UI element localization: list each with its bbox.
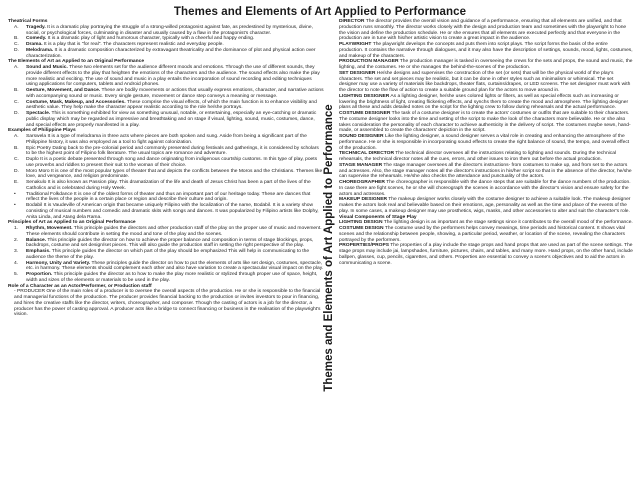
visual-paragraph: COSTUME DESIGN The costume used by the performers helps convey meanings, time periods and historical content. It shows vital scenes and the relationship between people, showing, a particular period, weather, or location of the scene, revealing the characters portrayed by the performers. xyxy=(339,226,626,243)
list-item: D. Melodrama. It is a dramatic composition characterized by extravagant theatricality and the dominance of plot and physical action over characterization. xyxy=(14,47,316,59)
role-paragraph: SET DESIGNER He/she designs and supervises the construction of the set (or sets) that will be the physical world of the play's characters. The set and set pieces may be realistic, but it can be done in other styles such as minimalism or whimsical. The set designer may use a variety of materials like backdrops, theater flats, curtains/drapes, or LED screens. The set designer must work with the director to note the flow of action to create a suitable ground plan for the actors to move around in. xyxy=(339,70,631,93)
list-item: C. Costume, Mask, Makeup, and Accessories. These comprise the visual effects, of which the main function is to enhance visibility and aesthetic value. They help make the character appear realistic according to the role he/she portrays. xyxy=(14,99,317,111)
role-paragraph: LIGHTING DESIGNER As a lighting designer, he/she uses colored lights or filters, as well as special effects such as increasing or lowering the brightness of light, creating flickering effects, and synchs them to create the mood and atmosphere. The lighting designer plans all these and adds detailed notes on the script for the lighting crew to follow during rehearsals and the actual performance. xyxy=(339,93,629,111)
list-item: A. Tragedy. It is a dramatic play portraying the struggle of a strong-willed protagonist against fate, as predestined by mysterious, divine, social, or psychological forces, culminating in disaster and usually caused by a flaw in the protagonist's character. xyxy=(14,24,313,36)
examples-heading: Examples of Philippine Plays xyxy=(8,128,76,134)
visual-paragraph: PROPERTIES/PROPS The properties of a play include the stage props and hand props that are used as part of the scene settings. The stage props may include jai, lampshades, furniture, pictures, chairs, and tables, and many more. Hand props, on the other hand, include ballpen, glasses, cup, pencils, cigarettes, and others. Properties are essential to convey a scene's objectives and to aid the actors in communicating a scene. xyxy=(339,243,633,266)
list-item: A. Sound and Music. These two elements set for the audience different moods and emotions. Through the use of different sounds, they provide different effects to the play that heighten the emotions of the characters and the audience. The sound effects also make the play more realistic and exciting. The use of sound and music in a play entails the incorporation of sound recording and editing techniques using applications for computers, tablets and Android phones. xyxy=(14,65,320,88)
visual-heading: Visual Components of Stage Play xyxy=(339,214,417,220)
role-paragraph: CHOREOGRAPHER The choreographer is responsible with the dance steps that are suitable for the dance numbers of the production. In case there are fight scenes, he or she will choreograph the scenes in accordance with the director's vision and ensure safety for the actors and actresses. xyxy=(339,180,631,197)
producer-paragraph: - PRODUCER One of the main roles of a producer is to oversee the overall aspects of the production. He or she is responsible to the financial and managerial functions of the production. The producer provides financial backing to the production or invites investors to pour in financing, and hires the creative staffs like the director, writers, choreographer, and composer. Though the casting of actors is a job for the director, a producer has the power of casting approval. A producer acts like a bridge to connect financing or business in the realisation of the playwright's vision. xyxy=(14,289,321,318)
list-item: 1. Rhythm, Movement. This principle guides the directors and other production staff of the play on the proper use of music and movement. These elements should contribute in setting the mood and tone of the play and the scenes. xyxy=(14,226,322,237)
list-item: D. Moro Moro It is one of the most popular types of theater that and depicts the conflicts between the Moros and the Christians. Themes like love, and vengeance, and religion predominate. xyxy=(14,168,323,180)
list-item: C. Drama. It is a play that is "for real". The characters represent realistic and everyday people. xyxy=(14,42,224,47)
elements-heading: The Elements of Art as Applied to an Original Performance xyxy=(8,59,145,65)
list-item: 2. Balance. This principle guides the director on how to achieve the proper balance and composition in terms of stage blockings, props, backdrops, costume and set design/set pieces. This will also guide the production staff in setting the right perspective of the play. xyxy=(14,237,314,249)
list-item: B. Gesture, Movement, and Dance. These are bodily movements or actions that usually express emotions, character, and narrative actions with accompanying sound or music. Every single gesture, movement or dance step conveys a meaning or message. xyxy=(14,88,324,99)
list-item: B. Epic Poetry Dating back to the pre-colonial period and commonly presented during festivals and gatherings, it is considered by scholars to be the highest point of Filipino folk literature. The usual topics are romance and adventure. xyxy=(14,145,319,157)
role-paragraph: PLAYWRIGHT The playwright develops the concepts and puts them into script plays. The script forms the basis of the entire production. It contains the narrative through dialogues, and it may also have the description of settings, sounds, mood, lights, costumes, and makeup of the characters. xyxy=(339,42,633,59)
visual-paragraph: LIGHTING DESIGN The lighting design is as important as the stage settings since it contributes to the overall mood of the performance. xyxy=(339,220,633,226)
role-paragraph: PRODUCTION MANAGER The production manager is tasked in overseeing the crews for the sets and props, the sound and music, the lighting, and the costumes. He or she manages the behind-the-scenes of the production. xyxy=(339,59,633,70)
right-column xyxy=(339,19,633,266)
principles-heading: Principles of Art as Applied to an Original Performance xyxy=(8,220,136,226)
list-item: • Traditional Folkdance It is one of the oldest forms of theater and thus an important part of our heritage today. These are dances that reflect the lives of the people in a certain place or region and describe their culture and origin. xyxy=(14,191,311,203)
list-item: 4. Harmony, Unity and Variety. These principles guide the director on how to put the elements of arts like set design, costumes, spectacle, etc. in harmony. These elements should complement each other and also have variation to create a spectacular visual impact on the play. xyxy=(14,260,324,272)
role-paragraph: DIRECTOR The director provides the overall vision and guidance of a performance, ensuring that all elements are unified, and that production runs smoothly. The director works closely with the design and production team and sometimes with the playwright to hone the vision and define the production schedule. He or she ensures that all elements are executed perfectly and that everyone in the production are in tune with his/her artistic vision to create a great impact in the audience. xyxy=(339,19,627,42)
list-item: C. Duplo It is a poetic debate presented through song and dance originating from indigenous courtship customs. In this type of play, poets use proverbs and riddles to present their suit to the woman of their choice. xyxy=(14,157,318,168)
list-item: E. Senakulo It is also known as Passion play. This dramatization of the life and death of Jesus Christ has been a part of the lives of the Catholics and is celebrated during Holy Week. xyxy=(14,180,311,191)
role-paragraph: COSTUME DESIGNER The task of a costume designer is to create the actors' costumes or outfits that are suitable to their characters. The costume designer looks into the time and setting of the script to make the look of the characters more believable. He or she also takes consideration the personality of each character to achieve authenticity in the delivery of script. The costumes maybe sewn, hand-made, or assembled to create the characters' depiction in the script. xyxy=(339,111,631,134)
role-paragraph: MAKEUP DESIGNER The makeup designer works closely with the costume designer to achieve a suitable look. The makeup designer makes the actors look real and believable based on their emotions, age, personality as well as the time and place of the events of the play. In some cases, a makeup designer may use prosthetics, wigs, masks, and other accessories to alter and suit the character's role. xyxy=(339,197,631,214)
list-item: 5. Proportion. This principle guides the director as to how to make the play more realistic or stylized through proper use of space, height, width and sizes of the elements or materials to be used in the play. xyxy=(14,272,318,283)
role-paragraph: TECHNICAL DIRECTOR The technical director oversees all the instructions relating to lighting and sounds. During the technical rehearsals, the technical director notes all the cues, errors, and other issues to iron them out before the actual production. xyxy=(339,151,617,162)
role-heading: Role of a Character as an Actor/Performer, or Production staff xyxy=(8,283,152,289)
theatrical-forms-heading: Theatrical Forms xyxy=(8,19,48,24)
role-paragraph: STAGE MANAGER The stage manager oversees all the director's instructions- from costumes to make up, and from set to the actors and actresses. Also, the stage manager notes all the director's instructions in his/her script so that in the absence of the director, he/she can supervise the rehearsals. He/she also checks the attendance and punctuality of the actors. xyxy=(339,162,632,180)
role-paragraph: SOUND DESIGNER Like the lighting designer, a sound designer serves a vital role in creating and enhancing the atmosphere of the performance. He or she is responsible in incorporating sound effects to create the right balance of sound, the tempo, and overall effect of the production. xyxy=(339,134,630,151)
side-title-text: Themes and Elements of Art Applied to Performance xyxy=(323,104,335,392)
list-item: D. Spectacle. This is something exhibited for view as something unusual, notable, or entertaining, especially an eye-catching or dramatic public display which may be regarded as impressive and breathtaking and on stage if visual, lighting, sound, music, costumes, dance, and special effects are properly manifested in a play. xyxy=(14,111,317,128)
list-item: A. Sarswela It is a type of melodrama in three acts where pieces are both spoken and sung. Aside from being a significant part of the Philippine history, it was also employed as a tool to fight against colonization. xyxy=(14,134,307,145)
list-item: B. Comedy. It is a dramatic play of light and humorous character, typically with a cheerful and happy ending. xyxy=(14,36,255,42)
list-item: 3. Emphasis. This principle guides the director on which part of the play should be emphasized This will help in communicating to the audience the theme of the play. xyxy=(14,249,310,260)
left-column xyxy=(8,19,324,318)
page-title: Themes and Elements of Art Applied to Performance xyxy=(173,6,467,18)
list-item: • Bodabil It is Vaudeville of American origin that became uniquely Filipino with the localization of the name, Bodabil. It is a variety show consisting of musical numbers and comedic and dramatic skits with songs and dances. It was popularized by Filipino artists like Dolphy, Anita Linda, and Atang dela Rama. xyxy=(14,203,319,220)
